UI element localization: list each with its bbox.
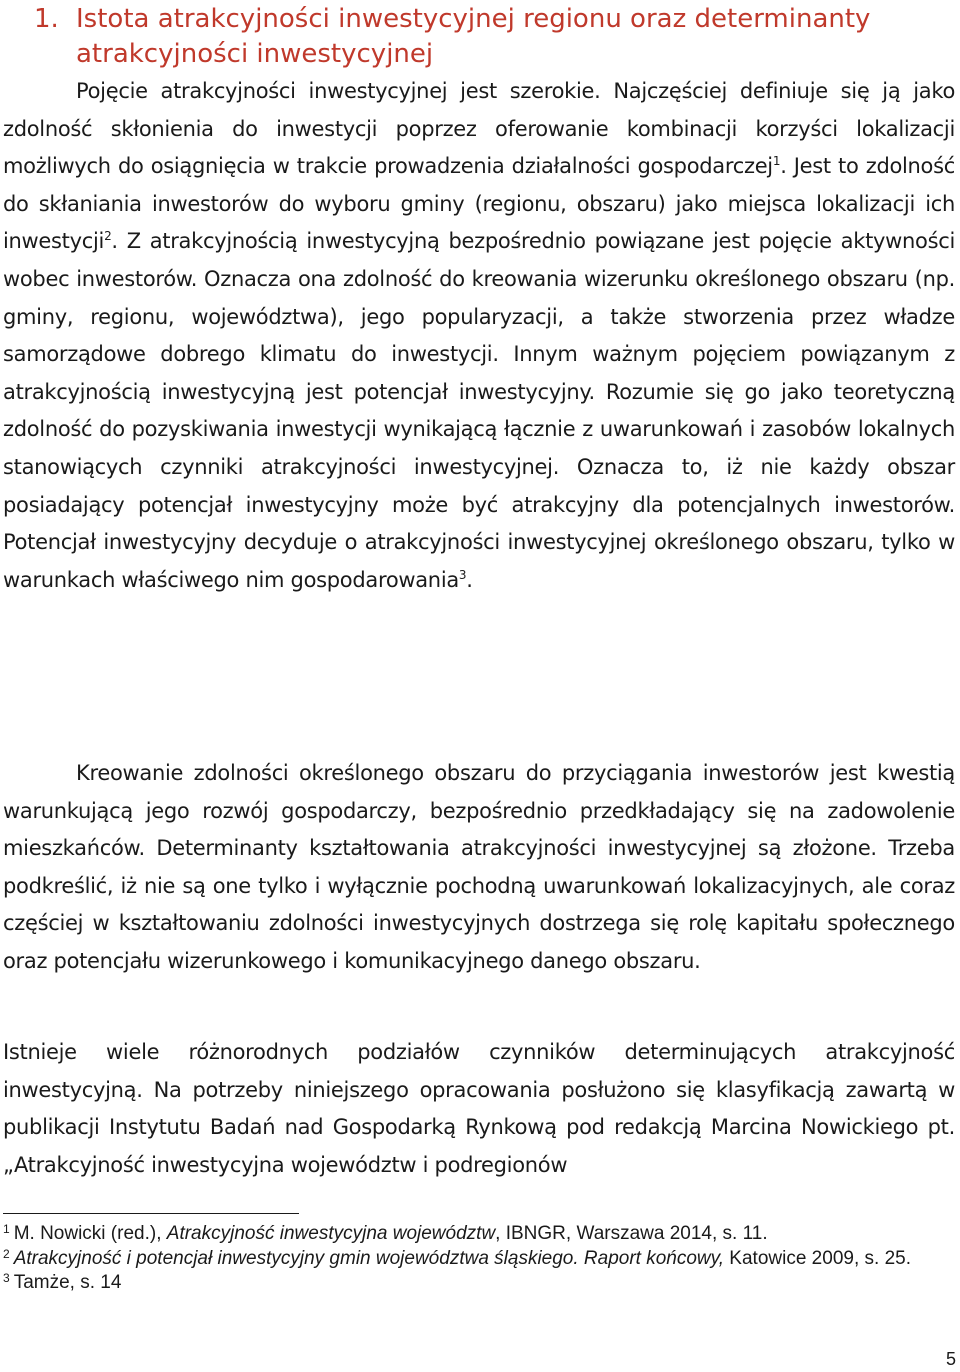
footnote-1-text: M. Nowicki (red.), bbox=[13, 1223, 167, 1244]
footnote-1-source: , IBNGR, Warszawa 2014, s. 11. bbox=[495, 1223, 768, 1244]
footnote-mark-1: 1 bbox=[3, 1222, 10, 1236]
paragraph-1 bbox=[3, 73, 955, 599]
section-title: Istota atrakcyjności inwestycyjnej regionu oraz determinanty atrakcyjności inwestycyjnej bbox=[76, 4, 871, 69]
footnote-2-source: Katowice 2009, s. 25. bbox=[724, 1247, 911, 1269]
footnote-ref-1[interactable]: 1 bbox=[772, 154, 781, 169]
footnote-divider bbox=[3, 1213, 299, 1214]
section-heading bbox=[34, 2, 944, 72]
paragraph-1-text-a: Pojęcie atrakcyjności inwestycyjnej jest szerokie. Najczęściej definiuje się ją jako zdolność skłonienia do inwestycji poprzez oferowanie kombinacji korzyści lokalizacji możliwych do osiągnięcia w trakcie prowadzenia działalności gospodarczej bbox=[3, 79, 955, 179]
page-number: 5 bbox=[945, 1349, 956, 1369]
paragraph-1-text-b: . Jest to zdolność do skłaniania inwestorów do wyboru gminy (regionu, obszaru) jako miejsca lokalizacji ich inwestycji bbox=[3, 154, 955, 254]
footnote-2-title: Atrakcyjność i potencjał inwestycyjny gmin województwa śląskiego. Raport końcowy, bbox=[13, 1247, 725, 1269]
paragraph-2: Kreowanie zdolności określonego obszaru do przyciągania inwestorów jest kwestią warunkującą jego rozwój gospodarczy, bezpośrednio przedkładający się na zadowolenie mieszkańców. Determinanty kształtowania atrakcyjności inwestycyjnej są złożone. Trzeba podkreślić, iż nie są one tylko i wyłącznie pochodną uwarunkowań lokalizacyjnych, ale coraz częściej w kształtowaniu zdolności inwestycyjnych dostrzega się rolę kapitału społecznego oraz potencjału wizerunkowego i komunikacyjnego danego obszaru. bbox=[3, 761, 955, 973]
footnotes bbox=[3, 1222, 955, 1296]
footnote-3-text: Tamże, s. 14 bbox=[13, 1272, 122, 1293]
footnote-ref-3[interactable]: 3 bbox=[458, 567, 467, 582]
footnote-2 bbox=[3, 1247, 955, 1272]
footnote-mark-2: 2 bbox=[3, 1246, 10, 1261]
footnote-1-title: Atrakcyjność inwestycyjna województw bbox=[166, 1223, 496, 1244]
footnote-3 bbox=[3, 1271, 955, 1296]
paragraph-1-text-c: . Z atrakcyjnością inwestycyjną bezpośrednio powiązane jest pojęcie aktywności wobec inwestorów. Oznacza ona zdolność do kreowania wizerunku określonego obszaru (np. gminy, regionu, województwa), jego popularyzacji, a także stworzenia przez władze samorządowe dobrego klimatu do inwestycji. Innym ważnym pojęciem powiązanym z atrakcyjnością inwestycyjną jest potencjał inwestycyjny. Rozumie się go jako teoretyczną zdolność do pozyskiwania inwestycji wynikającą łącznie z uwarunkowań i zasobów lokalnych stanowiących czynniki atrakcyjności inwestycyjnej. Oznacza to, iż nie każdy obszar posiadający potencjał inwestycyjny może być atrakcyjny dla potencjalnych inwestorów. Potencjał inwestycyjny decyduje o atrakcyjności inwestycyjnej określonego obszaru, tylko w warunkach właściwego nim gospodarowania bbox=[3, 229, 955, 592]
footnote-1 bbox=[3, 1222, 955, 1247]
footnote-ref-2[interactable]: 2 bbox=[104, 229, 112, 244]
section-number: 1. bbox=[34, 4, 59, 34]
paragraph-1-end: . bbox=[466, 567, 473, 592]
footnote-mark-3: 3 bbox=[3, 1271, 10, 1285]
paragraph-3: Istnieje wiele różnorodnych podziałów czynników determinujących atrakcyjność inwestycyjną. Na potrzeby niniejszego opracowania posłużono się klasyfikacją zawartą w publikacji Instytutu Badań nad Gospodarką Rynkową pod redakcją Marcina Nowickiego pt. „Atrakcyjność inwestycyjna województw i podregionów bbox=[3, 1040, 955, 1177]
